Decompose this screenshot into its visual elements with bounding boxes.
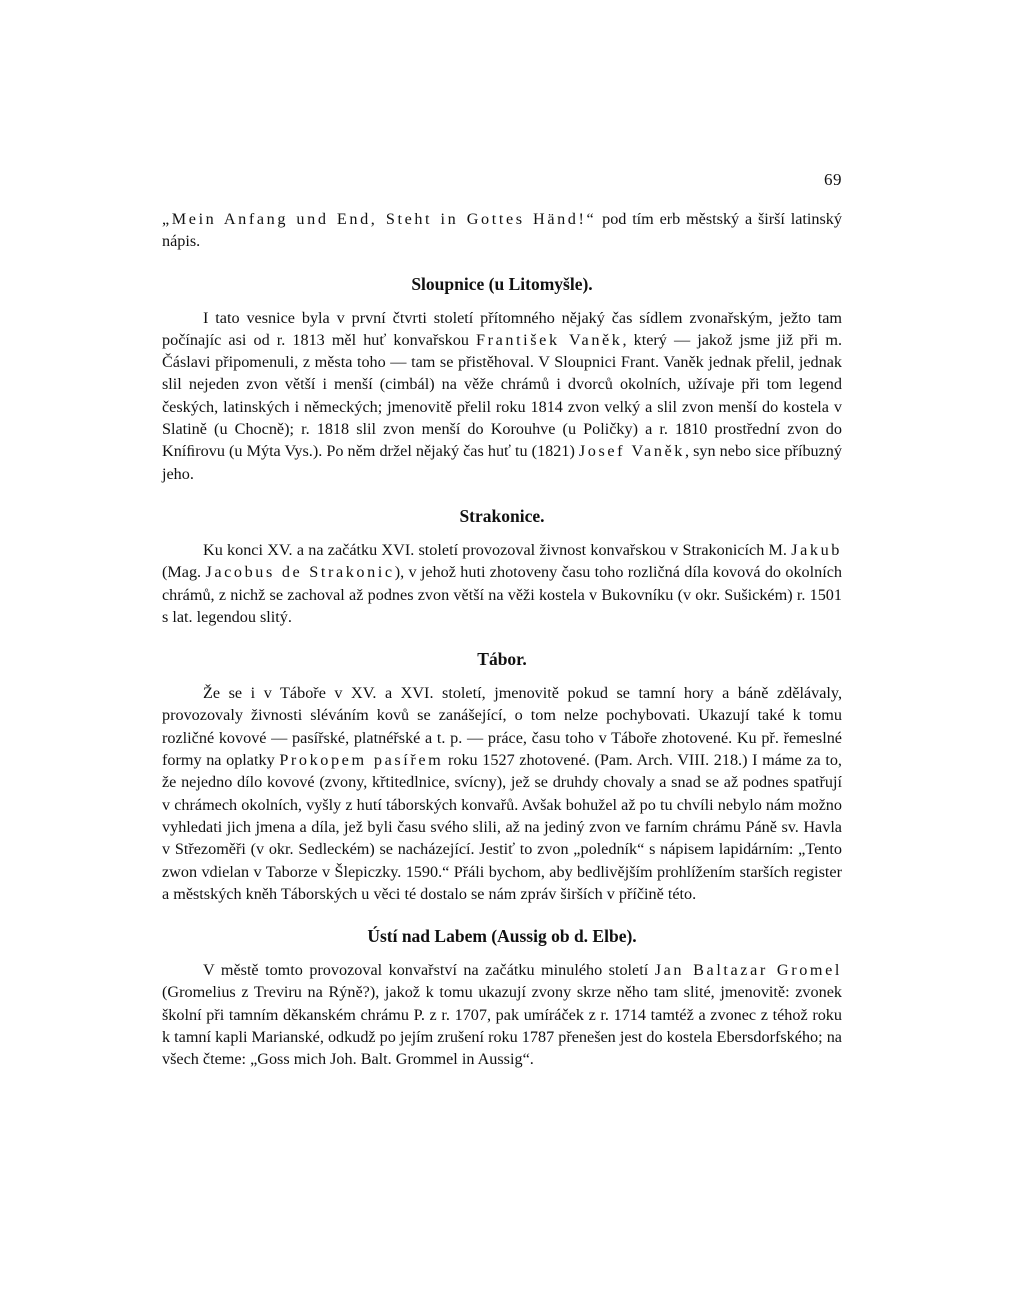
heading-strakonice: Strakonice. [459, 505, 545, 526]
document-body [162, 170, 842, 1071]
spaced-name: Josef Vaněk [578, 442, 686, 461]
paragraph-usti [162, 959, 842, 1070]
german-inscription: „Mein Anfang und End, Steht in Gottes Händ!“ [162, 210, 597, 228]
text-run: , který — jakož jsme již při m. Čáslavi připomenuli, z města toho — tam se přistěhoval. V Sloupnici Frant. Vaněk jednak přelil, jednak slil nejeden zvon větší i menší (cimbál) na věže chrámů i dvorců okolních, užívaje při tom legend českých, latinských i německých; jmenovitě přelil roku 1814 zvon velký a slil zvon menší do kostela v Slatině (u Chocně); r. 1818 slil zvon menší do Korouhve (u Poličky) a r. 1810 prostřední zvon do Kníﬁrovu (u Mýta Vys.). Po něm držel nějaký čas huť tu (1821) [162, 330, 843, 461]
text-run: V městě tomto provozoval konvařství na začátku minulého století [203, 961, 655, 980]
intro-paragraph [162, 208, 842, 253]
paragraph-sloupnice [162, 307, 842, 485]
text-run: Ku konci XV. a na začátku XVI. století provozoval živnost konvařskou v Strakonicích M. [203, 540, 792, 559]
intro-text: pod tím erb městský a širší latinský nápis. [162, 210, 842, 251]
paragraph-tabor [162, 682, 842, 905]
document-page [162, 170, 842, 1071]
spaced-name: Jan Baltazar Gromel [654, 961, 842, 980]
text-run: , syn nebo sice příbuzný jeho. [162, 442, 842, 483]
text-run: Že se i v Táboře v XV. a XVI. století, jmenovitě pokud se tamní hory a báně zdělávaly, provozovaly živnosti sléváním kovů se zanášející, o tom nelze pochybovati. Ukazují také k tomu rozličné kovové — pasířské, platnéřské a t. p. — práce, času toho v Táboře zhotovené. Ku př. řemeslné formy na oplatky [162, 684, 842, 770]
text-run: (Mag. [162, 563, 206, 582]
page-number: 69 [824, 170, 842, 189]
text-run: (Gromelius z Treviru na Rýně?), jakož k tomu ukazují zvony skrze něho tam slité, jmenovitě: zvonek školní při tamním děkanském chrámu P. z r. 1707, pak umíráček z r. 1714 tamtéž a zvonec z téhož roku k tamní kapli Marianské, odkudž po jejím zrušení roku 1787 přenešen jest do kostela Ebersdorfského; na všech čteme: „Goss mich Joh. Balt. Grommel in Aussig“. [162, 983, 842, 1069]
heading-sloupnice: Sloupnice (u Litomyšle). [411, 273, 593, 294]
spaced-name: Prokopem pasířem [279, 751, 444, 770]
text-run: I tato vesnice byla v první čtvrti století přítomného nějaký čas sídlem zvonařským, ježto tam počínajíc asi od r. 1813 měl huť konvařskou [162, 308, 842, 349]
spaced-name: František Vaněk [476, 330, 623, 349]
paragraph-strakonice [162, 539, 842, 628]
text-run: ), v jehož huti zhotoveny času toho rozličná díla kovová do okolních chrámů, z nichž se zachoval až podnes zvon větší na věži kostela v Bukovníku (v okr. Sušickém) r. 1501 s lat. legendou slitý. [162, 563, 843, 626]
spaced-name: Jacobus de Strakonic [205, 563, 395, 582]
spaced-name: Jakub [791, 540, 842, 559]
heading-usti: Ústí nad Labem (Aussig ob d. Elbe). [367, 926, 637, 947]
heading-tabor: Tábor. [477, 649, 527, 670]
text-run: roku 1527 zhotovené. (Pam. Arch. VIII. 218.) I máme za to, že nejedno dílo kovové (zvony, křtitedlnice, svícny), jež se druhdy chovaly a snad se až podnes spatřují v chrámech okolních, vyšly z hutí táborských konvařů. Avšak bohužel až po tu chvíli nebylo nám možno vyhledati jich jmena a díla, jež byli času svého slili, až na jediný zvon ve farním chrámu Páně sv. Havla v Střezoměři (v okr. Sedleckém) se nacházející. Jestiť to zvon „poledník“ s nápisem lapidárním: „Tento zwon vdielan v Taborze v Šlepiczky. 1590.“ Přáli bychom, aby bedlivějším prohlížením starších register a městských kněh Táborských u věci té dostalo se nám zpráv širších v příčině této. [162, 751, 842, 903]
